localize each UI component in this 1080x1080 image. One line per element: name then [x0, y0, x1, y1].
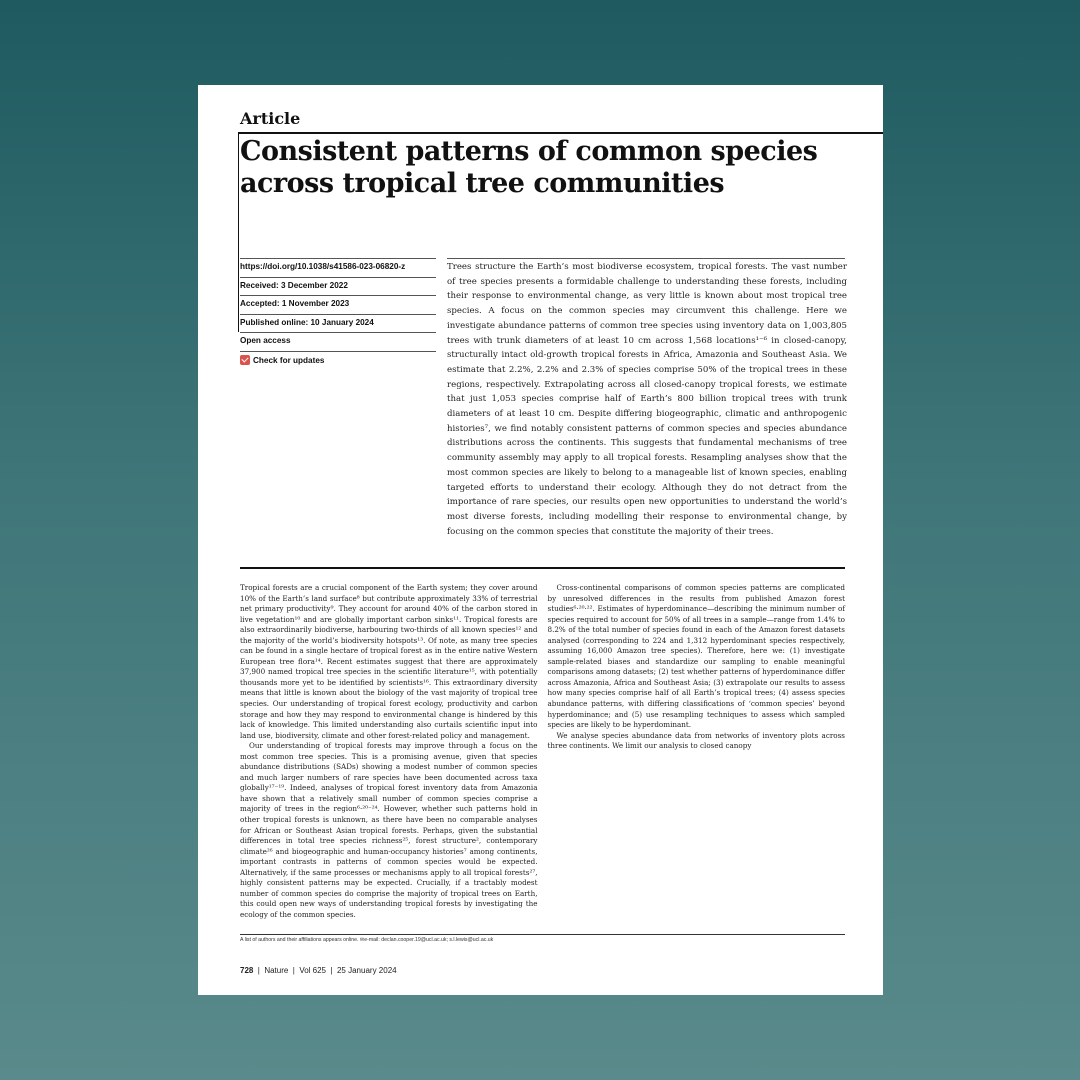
article-page [198, 85, 883, 995]
abstract-rule [447, 258, 845, 259]
article-type-label: Article [240, 109, 301, 128]
body-paragraph: Cross-continental comparisons of common species patterns are complicated by unresolved differences in the results from published Amazon forest studies⁶·²⁰·²². Estimates of hyperdominance—describing the minimum number of species required to account for 50% of all trees in a sample—range from 1.4% to 8.2% of the total number of species found in each of the Amazon forest datasets analysed (corresponding to 224 and 1,312 hyperdominant species respectively, assuming 16,000 Amazon tree species). Therefore, here we: (1) investigate sample-related biases and standardize our sampling to enable meaningful comparisons among datasets; (2) test whether patterns of hyperdominance differ across Amazonia, Africa and Southeast Asia; (3) extrapolate our results to assess how many species comprise half of all Earth’s tropical trees; (4) assess species abundance patterns, with differing classifications of ‘common species’ beyond hyperdominance; and (5) use resampling techniques to assess which sampled species are likely to be hyperdominant. [547, 583, 845, 730]
header-rule [238, 132, 883, 134]
page-folio: 728 | Nature | Vol 625 | 25 January 2024 [240, 966, 397, 975]
body-paragraph: We analyse species abundance data from networks of inventory plots across three continents. We limit our analysis to closed canopy [547, 730, 845, 751]
published-date: Published online: 10 January 2024 [240, 314, 436, 329]
journal-name: Nature [264, 966, 289, 975]
affiliations-footnote: A list of authors and their affiliations appears online. ✉e-mail: declan.cooper.19@ucl.ac.uk; s.l.lewis@ucl.ac.uk [240, 937, 494, 943]
received-date: Received: 3 December 2022 [240, 277, 436, 292]
doi-link[interactable]: https://doi.org/10.1038/s41586-023-06820-z [240, 258, 436, 273]
check-updates-icon [240, 355, 250, 365]
accepted-date: Accepted: 1 November 2023 [240, 295, 436, 310]
body-paragraph: Tropical forests are a crucial component of the Earth system; they cover around 10% of the Earth’s land surface⁸ but contribute approximately 33% of terrestrial net primary productivity⁹. They account for around 40% of the carbon stored in live vegetation¹⁰ and are globally important carbon sinks¹¹. Tropical forests are also extraordinarily biodiverse, harbouring two-thirds of all known species¹² and the majority of the world’s biodiversity hotspots¹³. Of note, as many tree species can be found in a single hectare of tropical forest as in the entire native Western European tree flora¹⁴. Recent estimates suggest that there are approximately 37,900 named tropical tree species in the scientific literature¹⁵, with potentially thousands more yet to be identified by scientists¹⁶. This extraordinary diversity means that little is known about the biology of the vast majority of tropical tree species. Our understanding of tropical forest ecology, productivity and carbon storage and how they may respond to environmental change is hindered by this lack of knowledge. This limited understanding also curtails scientific input into land use, biodiversity, climate and other forest-related policy and management. [240, 583, 538, 740]
abstract: Trees structure the Earth’s most biodiverse ecosystem, tropical forests. The vast number of tree species presents a formidable challenge to understanding these forests, including their response to environmental change, as very little is known about most tropical tree species. A focus on the common species may circumvent this challenge. Here we investigate abundance patterns of common tree species using inventory data on 1,003,805 trees with trunk diameters of at least 10 cm across 1,568 locations¹⁻⁶ in closed-canopy, structurally intact old-growth tropical forests in Africa, Amazonia and Southeast Asia. We estimate that 2.2%, 2.2% and 2.3% of species comprise 50% of the tropical trees in these regions, respectively. Extrapolating across all closed-canopy tropical forests, we estimate that just 1,053 species comprise half of Earth’s 800 billion tropical trees with trunk diameters of at least 10 cm. Despite differing biogeographic, climatic and anthropogenic histories⁷, we find notably consistent patterns of common species and species abundance distributions across the continents. This suggests that fundamental mechanisms of tree community assembly may apply to all tropical forests. Resampling analyses show that the most common species are likely to belong to a manageable list of known species, enabling targeted efforts to understand their ecology. Although they do not detract from the importance of rare species, our results open new opportunities to understand the world’s most diverse forests, including modelling their response to environmental change, by focusing on the common species that constitute the majority of their trees. [447, 262, 847, 537]
header-vertical-rule [238, 132, 239, 332]
article-title: Consistent patterns of common species across tropical tree communities [240, 136, 818, 199]
body-rule [240, 567, 845, 569]
article-metadata [240, 258, 436, 369]
open-access-label: Open access [240, 332, 436, 347]
page-number: 728 [240, 966, 254, 975]
article-body [240, 583, 845, 931]
journal-volume: Vol 625 [299, 966, 327, 975]
footnote-rule [240, 934, 845, 935]
check-for-updates-button[interactable]: Check for updates [240, 351, 436, 366]
issue-date: 25 January 2024 [336, 966, 397, 975]
body-paragraph: Our understanding of tropical forests may improve through a focus on the most common tree species. This is a promising avenue, given that species abundance distributions (SADs) showing a modest number of common species and much larger numbers of rare species have been documented across taxa globally¹⁷⁻¹⁹. Indeed, analyses of tropical forest inventory data from Amazonia have shown that a relatively small number of common species comprise a majority of trees in the region⁶·²⁰⁻²⁴. However, whether such patterns hold in other tropical forests is unknown, as there have been no comparable analyses for African or Southeast Asian tropical forests. Perhaps, given the substantial differences in total tree species richness²⁵, forest structure², contemporary climate²⁶ and biogeographic and human-occupancy histories⁷ among continents, important contrasts in patterns of common species would be expected. Alternatively, if the same processes or mechanisms apply to all tropical forests²⁷, highly consistent patterns may be expected. Crucially, if a tractably modest number of common species do comprise the majority of tropical trees on Earth, this could open new ways of understanding tropical forests by investigating the ecology of the common species. [240, 741, 538, 919]
